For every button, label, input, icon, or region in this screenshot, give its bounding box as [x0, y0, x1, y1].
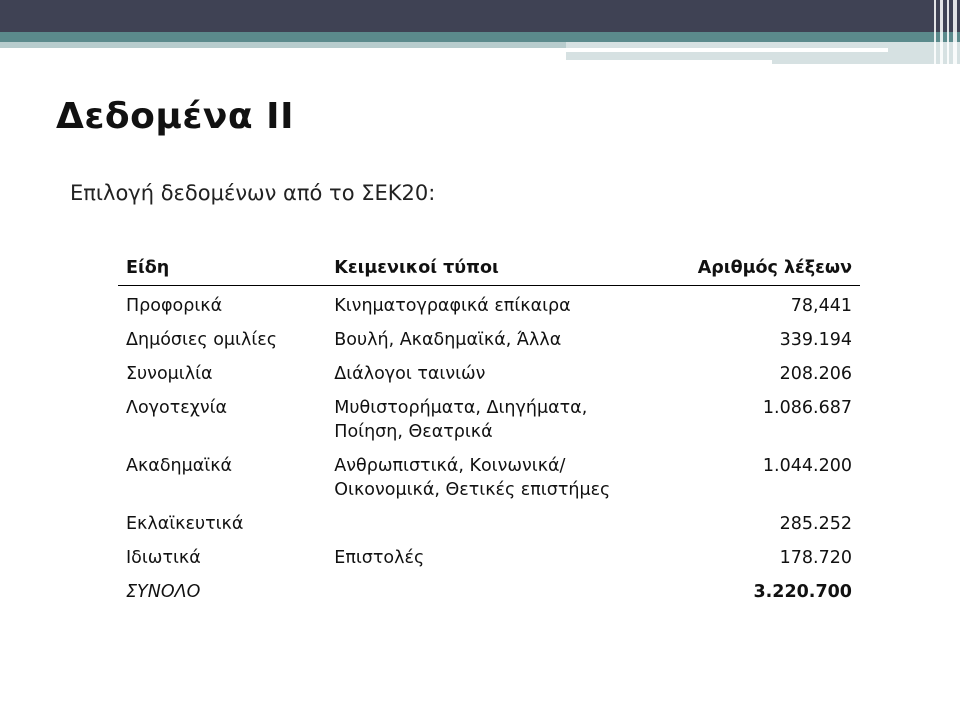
genre-cell: Λογοτεχνία: [126, 398, 228, 418]
accent-stripe: [0, 32, 960, 42]
table-header-row: [118, 252, 860, 286]
decorative-line: [566, 48, 888, 52]
text-types-cell: [326, 572, 654, 606]
word-count-cell: 208.206: [779, 364, 852, 384]
header-bar: [0, 0, 960, 32]
table-row: [118, 446, 860, 504]
word-count-cell: 178.720: [779, 548, 852, 568]
slide-title: Δεδομένα ΙΙ: [56, 96, 294, 137]
genre-cell: Συνομιλία: [126, 364, 213, 384]
word-count-cell: 339.194: [779, 330, 852, 350]
text-types-cell: Μυθιστορήματα, Διηγήματα, Ποίηση, Θεατρικά: [334, 398, 588, 442]
table-row: [118, 354, 860, 388]
word-count-cell: 1.044.200: [762, 456, 852, 476]
data-table-container: [118, 252, 860, 606]
accent-stripe-light: [0, 42, 566, 48]
column-header-word-count: Αριθμός λέξεων: [654, 252, 860, 286]
genre-cell: Προφορικά: [126, 296, 223, 316]
table-row: [118, 286, 860, 321]
slide-subtitle: Επιλογή δεδομένων από το ΣΕΚ20:: [70, 181, 436, 205]
table-row: [118, 388, 860, 446]
word-count-cell: 3.220.700: [753, 582, 852, 602]
text-types-cell: Βουλή, Ακαδημαϊκά, Άλλα: [334, 330, 562, 350]
genre-cell: Ιδιωτικά: [126, 548, 201, 568]
text-types-cell: Ανθρωπιστικά, Κοινωνικά/ Οικονομικά, Θετικές επιστήμες: [334, 456, 611, 500]
word-count-cell: 78,441: [790, 296, 852, 316]
genre-cell: Εκλαϊκευτικά: [126, 514, 244, 534]
column-header-text-types: Κειμενικοί τύποι: [326, 252, 654, 286]
genre-cell: ΣΥΝΟΛΟ: [126, 582, 201, 602]
genre-cell: Δημόσιες ομιλίες: [126, 330, 277, 350]
text-types-cell: Κινηματογραφικά επίκαιρα: [334, 296, 571, 316]
table-row: [118, 504, 860, 538]
text-types-cell: Επιστολές: [334, 548, 425, 568]
text-types-cell: [326, 504, 654, 538]
word-count-cell: 1.086.687: [762, 398, 852, 418]
table-row: [118, 538, 860, 572]
column-header-genre: Είδη: [118, 252, 326, 286]
decorative-vertical-bars: [930, 0, 960, 64]
table-body: [118, 286, 860, 607]
table-row: [118, 320, 860, 354]
word-count-cell: 285.252: [779, 514, 852, 534]
decorative-line: [566, 60, 772, 64]
text-types-cell: Διάλογοι ταινιών: [334, 364, 486, 384]
table-total-row: [118, 572, 860, 606]
genre-cell: Ακαδημαϊκά: [126, 456, 233, 476]
corpus-table: [118, 252, 860, 606]
